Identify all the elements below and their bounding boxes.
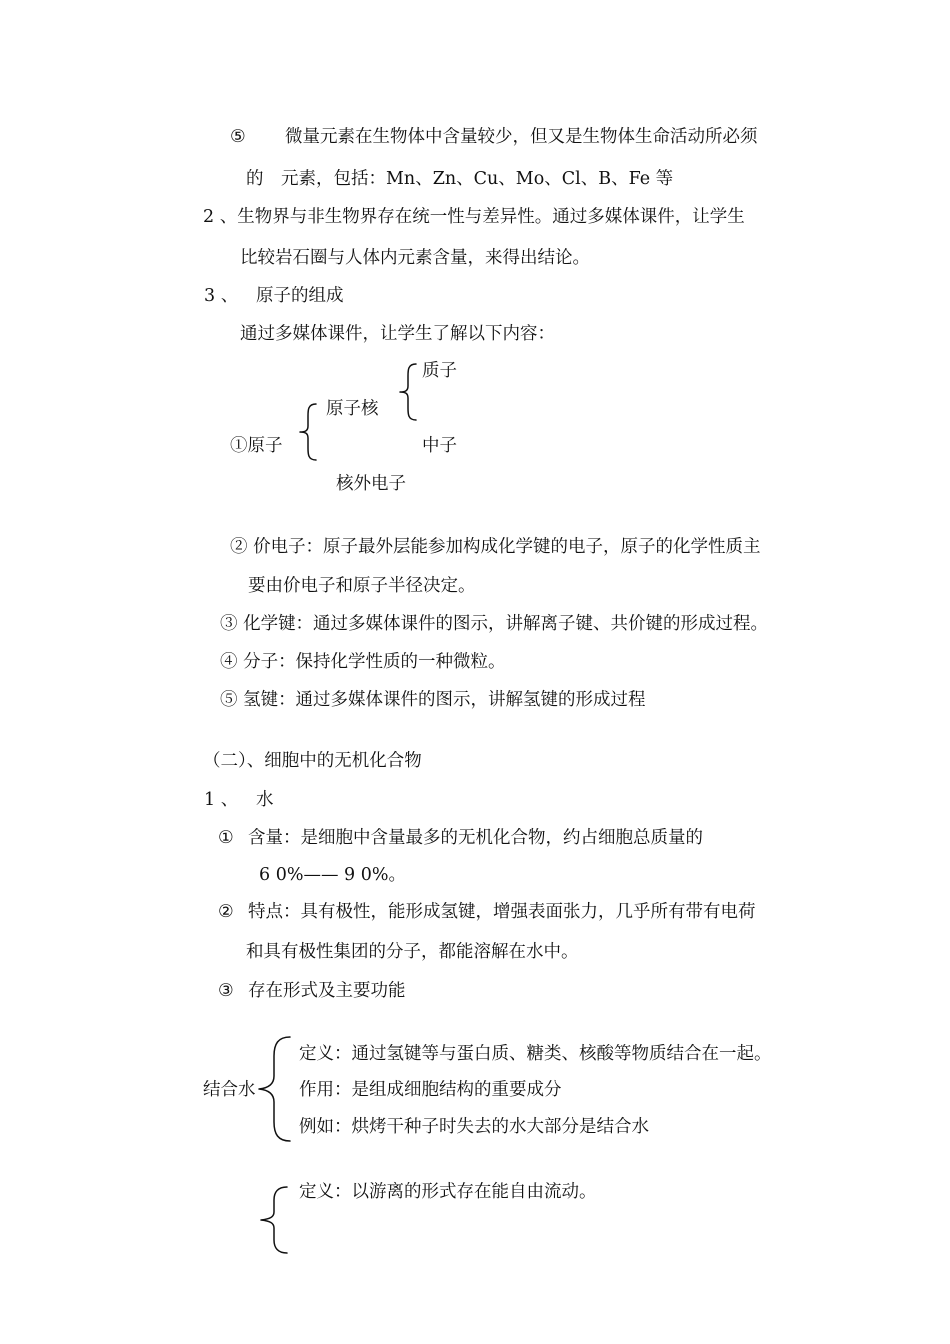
paragraph-3-intro: 通过多媒体课件，让学生了解以下内容： (240, 324, 555, 344)
valence-line-2: 要由价电子和原子半径决定。 (248, 576, 476, 596)
atom-proton: 质子 (422, 361, 457, 381)
chemical-bond-item: ③ 化学键：通过多媒体课件的图示，讲解离子键、共价键的形成过程。 (220, 614, 769, 634)
content-1-line-2: 6 0%—— 9 0%。 (259, 865, 406, 885)
section-2-heading: （二）、细胞中的无机化合物 (203, 751, 422, 771)
bound-water-brace-icon (254, 1034, 294, 1144)
content-1-number: ① (218, 828, 234, 848)
atom-nucleus: 原子核 (326, 399, 379, 419)
content-3-line-1: 存在形式及主要功能 (248, 981, 406, 1001)
content-3-number: ③ (218, 981, 234, 1001)
item-5-line-1: 微量元素在生物体中含量较少，但又是生物体生命活动所必须 (285, 127, 758, 147)
paragraph-2-line-1: 2 、生物界与非生物界存在统一性与差异性。通过多媒体课件，让学生 (203, 207, 745, 227)
paragraph-3-title: 原子的组成 (256, 286, 344, 306)
free-water-brace-icon (256, 1184, 290, 1256)
molecule-item: ④ 分子：保持化学性质的一种微粒。 (220, 652, 506, 672)
content-2-number: ② (218, 902, 234, 922)
hydrogen-bond-item: ⑤ 氢键：通过多媒体课件的图示，讲解氢键的形成过程 (220, 690, 646, 710)
paragraph-2-line-2: 比较岩石圈与人体内元素含量，来得出结论。 (240, 248, 590, 268)
nucleus-brace-icon (396, 362, 422, 422)
water-number: 1 、 (204, 790, 239, 810)
item-5-line-2: 的 元素，包括：Mn、Zn、Cu、Mo、Cl、B、Fe 等 (246, 169, 674, 189)
atom-neutron: 中子 (422, 436, 457, 456)
bound-water-definition: 定义：通过氢键等与蛋白质、糖类、核酸等物质结合在一起。 (299, 1044, 772, 1064)
bound-water-example: 例如：烘烤干种子时失去的水大部分是结合水 (299, 1117, 649, 1137)
valence-line-1: ② 价电子：原子最外层能参加构成化学键的电子，原子的化学性质主 (230, 537, 761, 557)
water-title: 水 (256, 790, 274, 810)
atom-brace-icon (296, 402, 322, 462)
bound-water-label: 结合水 (203, 1080, 256, 1100)
paragraph-3-number: 3 、 (204, 286, 239, 306)
atom-label: ①原子 (230, 436, 283, 456)
atom-electrons: 核外电子 (336, 474, 406, 494)
free-water-definition: 定义：以游离的形式存在能自由流动。 (299, 1182, 597, 1202)
bound-water-function: 作用：是组成细胞结构的重要成分 (299, 1080, 562, 1100)
item-5-number: ⑤ (230, 127, 246, 147)
content-2-line-2: 和具有极性集团的分子，都能溶解在水中。 (246, 942, 579, 962)
content-1-line-1: 含量：是细胞中含量最多的无机化合物，约占细胞总质量的 (248, 828, 703, 848)
content-2-line-1: 特点：具有极性，能形成氢键，增强表面张力，几乎所有带有电荷 (248, 902, 756, 922)
